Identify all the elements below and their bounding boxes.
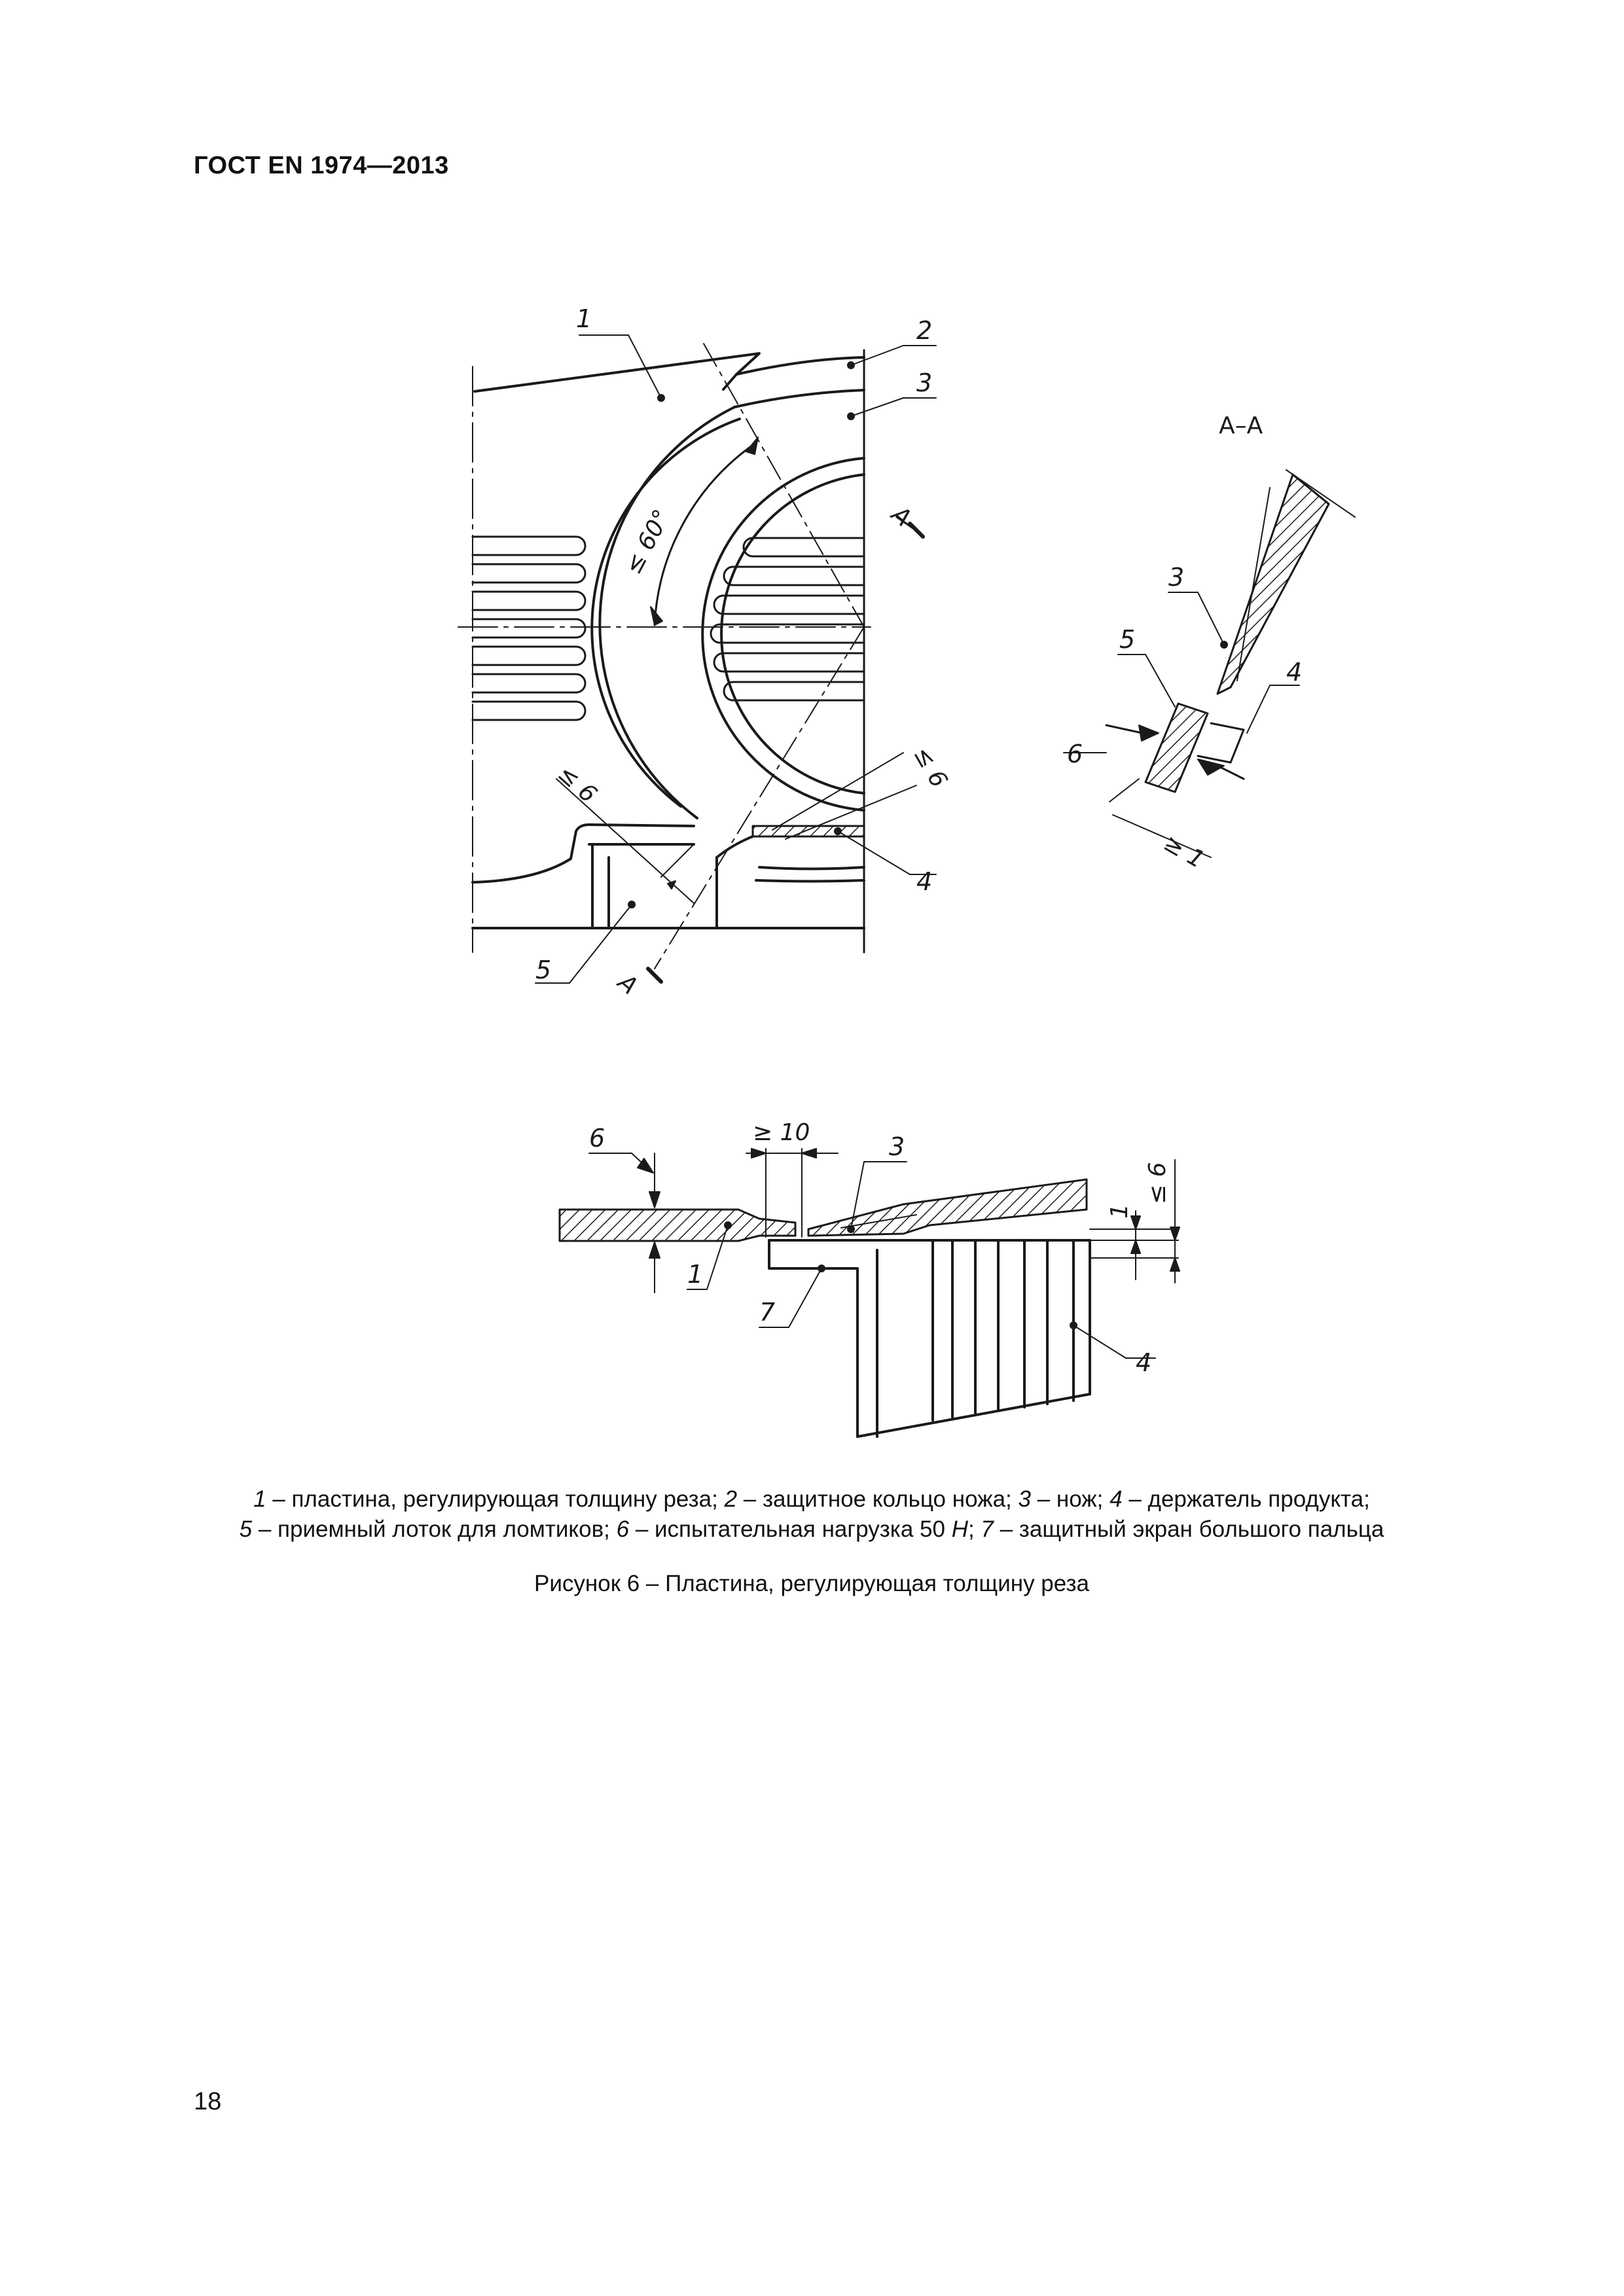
- figure-legend: [196, 1484, 1427, 1545]
- legend-text: – защитное кольцо ножа;: [737, 1486, 1019, 1512]
- legend-text: – пластина, регулирующая толщину реза;: [266, 1486, 725, 1512]
- min-section-dimension: ≥ 1: [1159, 829, 1209, 874]
- lower-section-view: [560, 1149, 1180, 1437]
- legend-number: 2: [724, 1486, 738, 1512]
- angle-dimension: ≤ 60°: [619, 505, 676, 579]
- legend-text: – держатель продукта;: [1122, 1486, 1370, 1512]
- legend-number: 4: [1110, 1486, 1123, 1512]
- callout-4-lower: 4: [1136, 1348, 1152, 1377]
- callout-3-plan: 3: [916, 368, 933, 397]
- callout-5-plan: 5: [535, 956, 552, 984]
- legend-text: ;: [967, 1516, 981, 1542]
- gap-dimension-left: ≤ 6: [552, 760, 602, 808]
- plan-view: [458, 335, 936, 983]
- callout-3-section: 3: [1168, 563, 1185, 592]
- legend-number: 1: [253, 1486, 266, 1512]
- one-dimension: 1: [1106, 1204, 1133, 1219]
- min-10-dimension: ≥ 10: [753, 1119, 810, 1146]
- page-number: 18: [194, 2088, 222, 2115]
- callout-4-plan: 4: [916, 867, 933, 896]
- legend-line-2: [196, 1515, 1427, 1545]
- document-header: ГОСТ EN 1974—2013: [194, 152, 449, 179]
- section-label: А–А: [1219, 412, 1263, 439]
- cut-mark-a-top: А: [886, 501, 916, 532]
- legend-number: 6: [616, 1516, 630, 1542]
- figure-caption: Рисунок 6 – Пластина, регулирующая толщину реза: [534, 1571, 1089, 1596]
- cut-mark-a-bottom: А: [613, 969, 643, 1000]
- legend-text: – защитный экран большого пальца: [993, 1516, 1384, 1542]
- legend-text: – испытательная нагрузка 50: [629, 1516, 952, 1542]
- gap-dimension-right: ≤ 6: [908, 742, 952, 793]
- legend-unit: Н: [951, 1516, 968, 1542]
- legend-number: 5: [239, 1516, 253, 1542]
- section-a-a-view: [1064, 470, 1355, 857]
- legend-text: – приемный лоток для ломтиков;: [252, 1516, 617, 1542]
- callout-7-lower: 7: [759, 1298, 776, 1327]
- legend-line-1: [196, 1484, 1427, 1515]
- callout-2-plan: 2: [916, 316, 933, 345]
- legend-text: – нож;: [1030, 1486, 1110, 1512]
- legend-number: 7: [981, 1516, 994, 1542]
- legend-number: 3: [1018, 1486, 1031, 1512]
- callout-5-section: 5: [1119, 625, 1136, 654]
- callout-1-lower: 1: [687, 1260, 704, 1289]
- callout-4-section: 4: [1286, 658, 1303, 687]
- callout-6-section: 6: [1067, 740, 1083, 768]
- callout-3-lower: 3: [889, 1132, 905, 1161]
- callout-6-lower: 6: [589, 1124, 605, 1153]
- callout-1-plan: 1: [576, 304, 592, 333]
- max-6-dimension: ≤ 6: [1144, 1162, 1171, 1204]
